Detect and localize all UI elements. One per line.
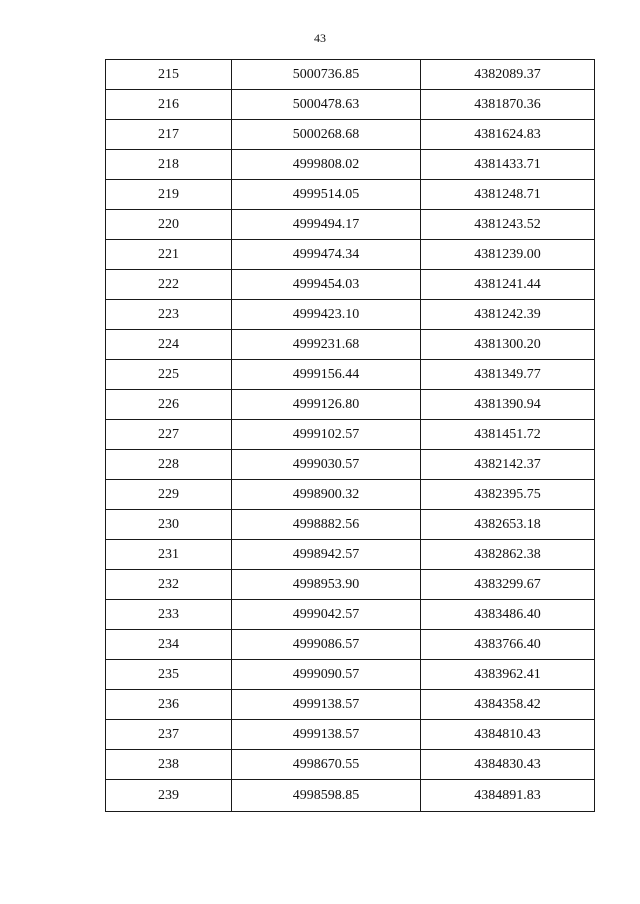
point-number-cell: 227 — [106, 420, 232, 450]
x-coordinate-cell: 4999090.57 — [232, 660, 421, 690]
table-row — [106, 240, 595, 270]
point-number-cell: 228 — [106, 450, 232, 480]
point-number-cell: 222 — [106, 270, 232, 300]
x-coordinate-cell: 4998598.85 — [232, 780, 421, 812]
coordinates-table — [105, 59, 595, 812]
table-row — [106, 630, 595, 660]
y-coordinate-cell: 4381239.00 — [421, 240, 595, 270]
x-coordinate-cell: 4999494.17 — [232, 210, 421, 240]
table-row — [106, 270, 595, 300]
x-coordinate-cell: 4999423.10 — [232, 300, 421, 330]
point-number-cell: 219 — [106, 180, 232, 210]
table-row — [106, 660, 595, 690]
y-coordinate-cell: 4381243.52 — [421, 210, 595, 240]
x-coordinate-cell: 4999808.02 — [232, 150, 421, 180]
y-coordinate-cell: 4381451.72 — [421, 420, 595, 450]
point-number-cell: 234 — [106, 630, 232, 660]
x-coordinate-cell: 4999156.44 — [232, 360, 421, 390]
y-coordinate-cell: 4382653.18 — [421, 510, 595, 540]
y-coordinate-cell: 4382395.75 — [421, 480, 595, 510]
point-number-cell: 215 — [106, 60, 232, 90]
x-coordinate-cell: 4999514.05 — [232, 180, 421, 210]
table-row — [106, 300, 595, 330]
table-row — [106, 360, 595, 390]
table-row — [106, 690, 595, 720]
y-coordinate-cell: 4381624.83 — [421, 120, 595, 150]
x-coordinate-cell: 4999030.57 — [232, 450, 421, 480]
table-row — [106, 720, 595, 750]
point-number-cell: 226 — [106, 390, 232, 420]
y-coordinate-cell: 4384830.43 — [421, 750, 595, 780]
x-coordinate-cell: 4998953.90 — [232, 570, 421, 600]
y-coordinate-cell: 4382142.37 — [421, 450, 595, 480]
x-coordinate-cell: 5000268.68 — [232, 120, 421, 150]
table-row — [106, 420, 595, 450]
y-coordinate-cell: 4382862.38 — [421, 540, 595, 570]
point-number-cell: 229 — [106, 480, 232, 510]
point-number-cell: 236 — [106, 690, 232, 720]
y-coordinate-cell: 4381349.77 — [421, 360, 595, 390]
table-row — [106, 330, 595, 360]
point-number-cell: 224 — [106, 330, 232, 360]
x-coordinate-cell: 4998942.57 — [232, 540, 421, 570]
page-number: 43 — [314, 31, 326, 45]
table-row — [106, 540, 595, 570]
point-number-cell: 223 — [106, 300, 232, 330]
table-row — [106, 150, 595, 180]
y-coordinate-cell: 4381242.39 — [421, 300, 595, 330]
x-coordinate-cell: 4999231.68 — [232, 330, 421, 360]
x-coordinate-cell: 4998882.56 — [232, 510, 421, 540]
point-number-cell: 230 — [106, 510, 232, 540]
x-coordinate-cell: 5000478.63 — [232, 90, 421, 120]
table-row — [106, 180, 595, 210]
y-coordinate-cell: 4381241.44 — [421, 270, 595, 300]
table-row — [106, 450, 595, 480]
point-number-cell: 216 — [106, 90, 232, 120]
point-number-cell: 217 — [106, 120, 232, 150]
table-row — [106, 510, 595, 540]
y-coordinate-cell: 4381300.20 — [421, 330, 595, 360]
x-coordinate-cell: 4998670.55 — [232, 750, 421, 780]
y-coordinate-cell: 4383766.40 — [421, 630, 595, 660]
point-number-cell: 233 — [106, 600, 232, 630]
coordinates-table-body — [106, 60, 595, 812]
table-row — [106, 210, 595, 240]
point-number-cell: 221 — [106, 240, 232, 270]
y-coordinate-cell: 4381870.36 — [421, 90, 595, 120]
table-row — [106, 600, 595, 630]
table-row — [106, 570, 595, 600]
y-coordinate-cell: 4381433.71 — [421, 150, 595, 180]
point-number-cell: 235 — [106, 660, 232, 690]
y-coordinate-cell: 4384810.43 — [421, 720, 595, 750]
y-coordinate-cell: 4382089.37 — [421, 60, 595, 90]
x-coordinate-cell: 4999454.03 — [232, 270, 421, 300]
point-number-cell: 225 — [106, 360, 232, 390]
x-coordinate-cell: 4999138.57 — [232, 690, 421, 720]
x-coordinate-cell: 4999102.57 — [232, 420, 421, 450]
y-coordinate-cell: 4383486.40 — [421, 600, 595, 630]
point-number-cell: 232 — [106, 570, 232, 600]
x-coordinate-cell: 5000736.85 — [232, 60, 421, 90]
table-row — [106, 90, 595, 120]
table-row — [106, 480, 595, 510]
x-coordinate-cell: 4999138.57 — [232, 720, 421, 750]
table-row — [106, 390, 595, 420]
point-number-cell: 238 — [106, 750, 232, 780]
table-row — [106, 120, 595, 150]
x-coordinate-cell: 4999086.57 — [232, 630, 421, 660]
y-coordinate-cell: 4384891.83 — [421, 780, 595, 812]
y-coordinate-cell: 4383962.41 — [421, 660, 595, 690]
point-number-cell: 220 — [106, 210, 232, 240]
point-number-cell: 231 — [106, 540, 232, 570]
y-coordinate-cell: 4384358.42 — [421, 690, 595, 720]
x-coordinate-cell: 4999126.80 — [232, 390, 421, 420]
x-coordinate-cell: 4999474.34 — [232, 240, 421, 270]
y-coordinate-cell: 4381248.71 — [421, 180, 595, 210]
y-coordinate-cell: 4381390.94 — [421, 390, 595, 420]
y-coordinate-cell: 4383299.67 — [421, 570, 595, 600]
point-number-cell: 237 — [106, 720, 232, 750]
point-number-cell: 218 — [106, 150, 232, 180]
table-row — [106, 780, 595, 812]
x-coordinate-cell: 4999042.57 — [232, 600, 421, 630]
table-row — [106, 750, 595, 780]
x-coordinate-cell: 4998900.32 — [232, 480, 421, 510]
table-row — [106, 60, 595, 90]
point-number-cell: 239 — [106, 780, 232, 812]
